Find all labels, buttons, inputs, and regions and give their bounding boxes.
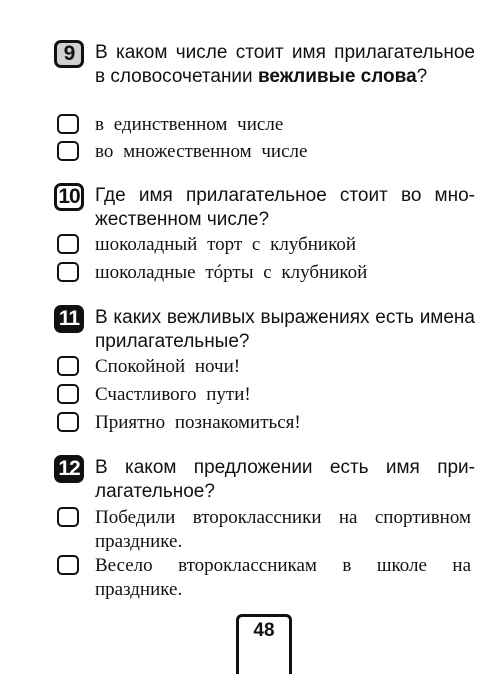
answer-text: Победили второклассники на спортивном празднике. bbox=[95, 507, 471, 552]
answer-text: шоколадный торт с клубникой bbox=[95, 234, 357, 255]
answer-checkbox[interactable] bbox=[57, 141, 79, 161]
question-text-part: В каком числе стоит имя прилагательное в словосочетании bbox=[95, 42, 475, 87]
question-text: В каких вежливых выражениях есть имена прилагательные? bbox=[95, 307, 475, 352]
answer-checkbox[interactable] bbox=[57, 114, 79, 134]
answer-checkbox[interactable] bbox=[57, 412, 79, 432]
question-number: 9 bbox=[54, 40, 84, 68]
answer-checkbox[interactable] bbox=[57, 234, 79, 254]
answer-text: Счастливого пути! bbox=[95, 384, 251, 405]
answer-text: во множественном числе bbox=[95, 141, 308, 162]
question-text bbox=[95, 41, 475, 89]
question-text: Где имя прилагательное стоит во множественном числе? bbox=[95, 185, 475, 230]
page-number: 48 bbox=[236, 614, 292, 674]
answer-text: в единственном числе bbox=[95, 114, 284, 135]
answer-text: Приятно познакомиться! bbox=[95, 412, 301, 433]
question-number: 10 bbox=[54, 183, 84, 211]
question-number: 11 bbox=[54, 305, 84, 333]
answer-checkbox[interactable] bbox=[57, 507, 79, 527]
answer-checkbox[interactable] bbox=[57, 384, 79, 404]
answer-text: Спокойной ночи! bbox=[95, 356, 241, 377]
answer-checkbox[interactable] bbox=[57, 555, 79, 575]
question-number: 12 bbox=[54, 455, 84, 483]
answer-checkbox[interactable] bbox=[57, 262, 79, 282]
question-text-part: ? bbox=[416, 66, 428, 87]
answer-text: Весело второклассникам в школе на празднике. bbox=[95, 555, 471, 600]
answer-checkbox[interactable] bbox=[57, 356, 79, 376]
question-text: В каком предложении есть имя прилагательное? bbox=[95, 457, 475, 502]
question-text-bold: вежливые слова bbox=[257, 66, 417, 87]
answer-text: шоколадные тóрты с клубникой bbox=[95, 262, 368, 283]
